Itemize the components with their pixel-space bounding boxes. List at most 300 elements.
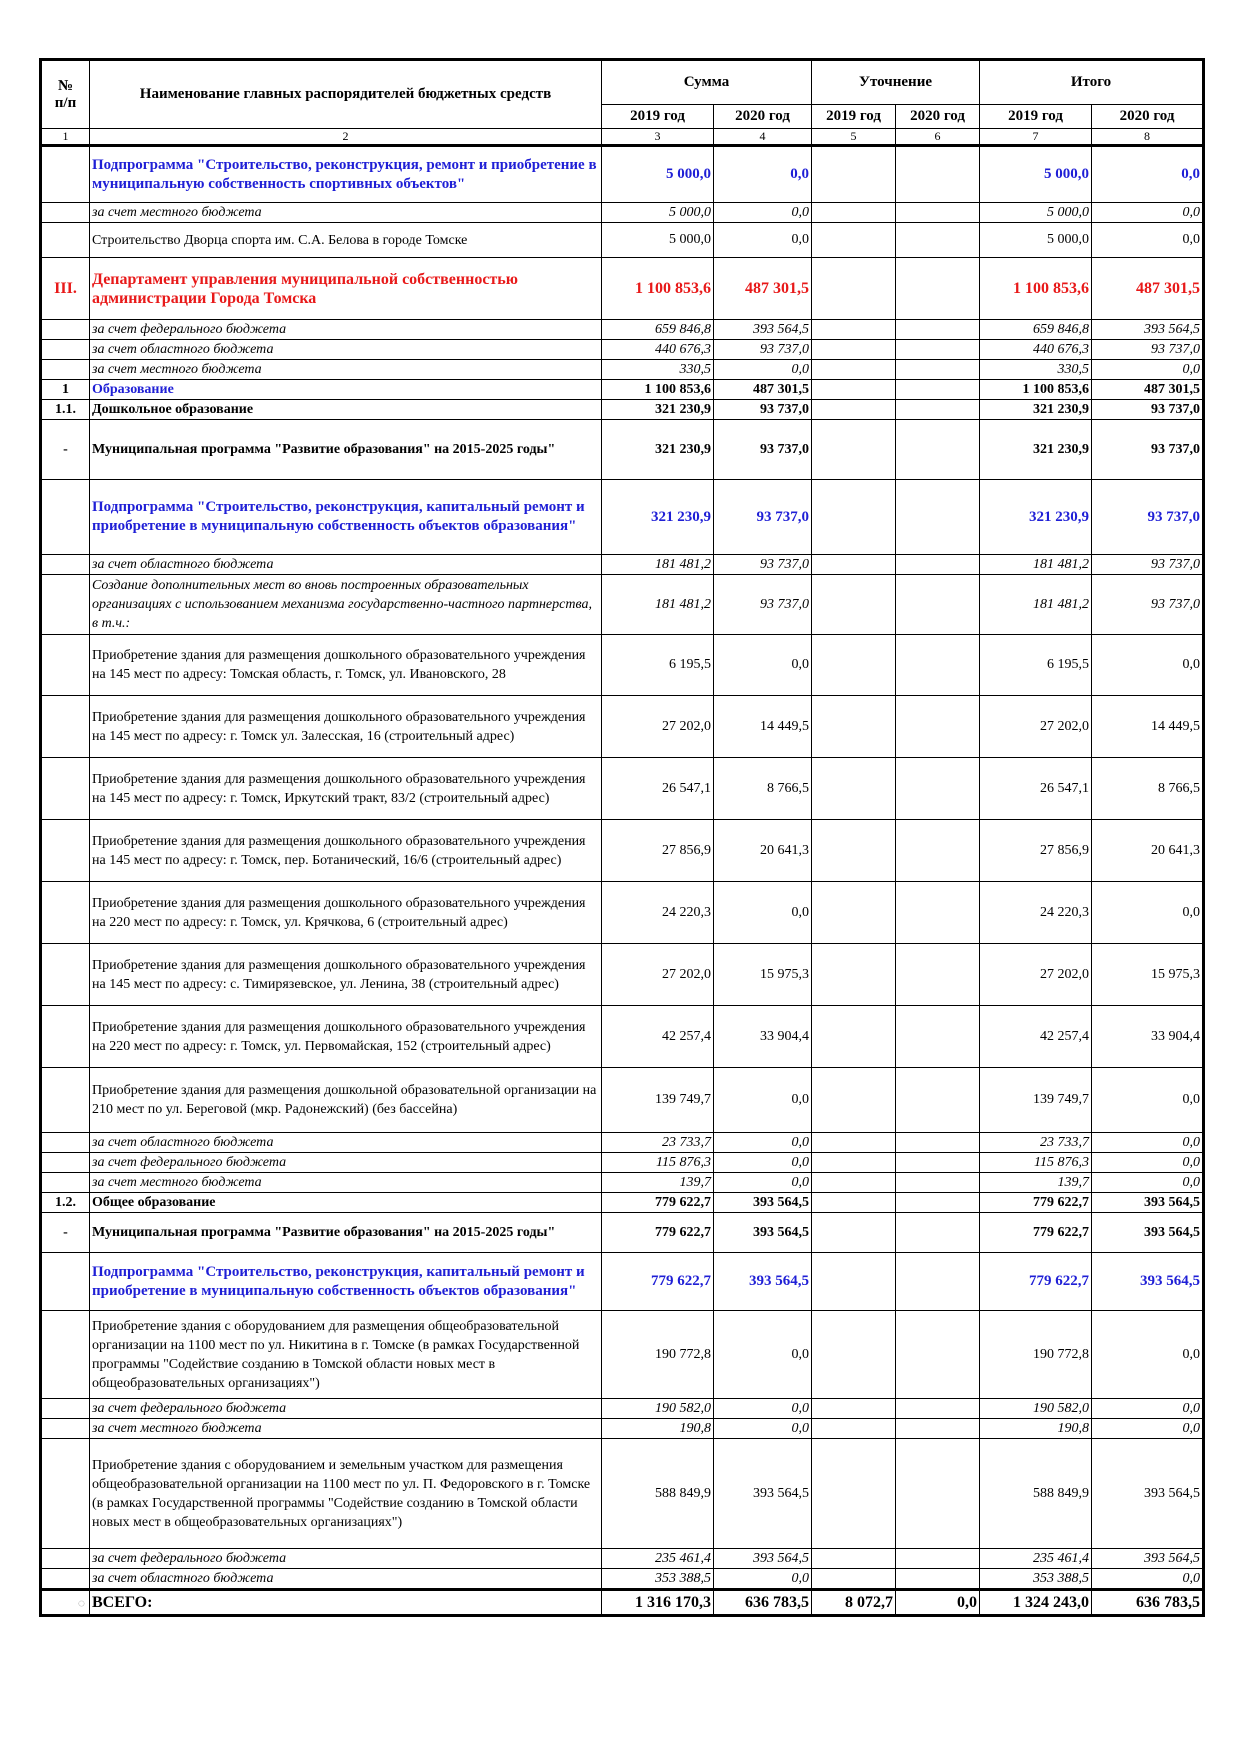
itogo-2020: 93 737,0 [1092,340,1204,360]
utochnenie-2020 [896,1419,980,1439]
row-name: Департамент управления муниципальной собственностью администрации Города Томска [90,258,602,320]
itogo-2019: 115 876,3 [980,1153,1092,1173]
table-row [41,480,1204,555]
row-name: за счет федерального бюджета [90,1549,602,1569]
summa-2019: 321 230,9 [602,400,714,420]
row-name: Общее образование [90,1193,602,1213]
table-row [41,1399,1204,1419]
utochnenie-2019 [812,1549,896,1569]
row-number [41,1153,90,1173]
utochnenie-2019 [812,944,896,1006]
itogo-2020: 487 301,5 [1092,258,1204,320]
row-number [41,1173,90,1193]
summa-2019: 181 481,2 [602,555,714,575]
itogo-2019: 27 202,0 [980,696,1092,758]
row-number [41,635,90,696]
itogo-2020: 0,0 [1092,1399,1204,1419]
row-name: Приобретение здания для размещения дошкольного образовательного учреждения на 145 мест по адресу: г. Томск, пер. Ботанический, 16/6 (строительный адрес) [90,820,602,882]
total-itogo-2020: 636 783,5 [1092,1590,1204,1616]
utochnenie-2020 [896,258,980,320]
utochnenie-2019 [812,696,896,758]
summa-2019: 321 230,9 [602,420,714,480]
row-name: за счет местного бюджета [90,360,602,380]
itogo-2019: 5 000,0 [980,203,1092,223]
column-number: 8 [1092,129,1204,146]
itogo-2019: 235 461,4 [980,1549,1092,1569]
summa-2019: 779 622,7 [602,1213,714,1253]
utochnenie-2019 [812,320,896,340]
row-number [41,944,90,1006]
itogo-2020: 15 975,3 [1092,944,1204,1006]
row-name: Приобретение здания для размещения дошкольного образовательного учреждения на 145 мест по адресу: с. Тимирязевское, ул. Ленина, 38 (строительный адрес) [90,944,602,1006]
utochnenie-2020 [896,360,980,380]
row-name: Приобретение здания для размещения дошкольного образовательного учреждения на 145 мест по адресу: г. Томск ул. Залесская, 16 (строительный адрес) [90,696,602,758]
itogo-2020: 0,0 [1092,1153,1204,1173]
summa-2019: 659 846,8 [602,320,714,340]
itogo-2020: 0,0 [1092,360,1204,380]
summa-2019: 440 676,3 [602,340,714,360]
itogo-2020: 93 737,0 [1092,420,1204,480]
summa-2020: 0,0 [714,1399,812,1419]
utochnenie-2019 [812,1068,896,1133]
utochnenie-2020 [896,882,980,944]
total-num-cell [41,1590,90,1616]
itogo-2020: 93 737,0 [1092,400,1204,420]
summa-2020: 8 766,5 [714,758,812,820]
summa-2019: 115 876,3 [602,1153,714,1173]
row-name: Подпрограмма "Строительство, реконструкция, капитальный ремонт и приобретение в муниципальную собственность объектов образования" [90,480,602,555]
utochnenie-2019 [812,380,896,400]
summa-2020: 0,0 [714,635,812,696]
utochnenie-2019 [812,400,896,420]
summa-2019: 27 202,0 [602,944,714,1006]
utochnenie-2019 [812,758,896,820]
summa-2020: 487 301,5 [714,380,812,400]
summa-2019: 27 202,0 [602,696,714,758]
itogo-2019: 659 846,8 [980,320,1092,340]
itogo-2020: 0,0 [1092,1419,1204,1439]
column-number: 2 [90,129,602,146]
utochnenie-2020 [896,340,980,360]
row-name: Строительство Дворца спорта им. С.А. Белова в городе Томске [90,223,602,258]
utochnenie-2019 [812,555,896,575]
itogo-2020: 0,0 [1092,146,1204,203]
table-row [41,1419,1204,1439]
itogo-2020: 393 564,5 [1092,1213,1204,1253]
itogo-2019: 321 230,9 [980,480,1092,555]
row-number [41,820,90,882]
utochnenie-2020 [896,380,980,400]
row-number: 1 [41,380,90,400]
summa-2020: 0,0 [714,360,812,380]
column-number: 5 [812,129,896,146]
table-row [41,635,1204,696]
itogo-2020: 0,0 [1092,1133,1204,1153]
utochnenie-2020 [896,1193,980,1213]
utochnenie-2020 [896,203,980,223]
itogo-2020: 0,0 [1092,882,1204,944]
table-row [41,944,1204,1006]
table-row [41,1153,1204,1173]
summa-2019: 1 100 853,6 [602,258,714,320]
row-name: Муниципальная программа "Развитие образования" на 2015-2025 годы" [90,1213,602,1253]
summa-2020: 33 904,4 [714,1006,812,1068]
utochnenie-2019 [812,1153,896,1173]
utochnenie-2019 [812,1133,896,1153]
row-name: за счет областного бюджета [90,340,602,360]
row-number [41,203,90,223]
row-number [41,1439,90,1549]
utochnenie-2019 [812,1419,896,1439]
table-row [41,555,1204,575]
itogo-2020: 393 564,5 [1092,1549,1204,1569]
itogo-2019: 24 220,3 [980,882,1092,944]
row-name: Приобретение здания для размещения дошкольного образовательного учреждения на 145 мест по адресу: г. Томск, Иркутский тракт, 83/2 (строительный адрес) [90,758,602,820]
summa-2020: 393 564,5 [714,1253,812,1311]
total-summa-2019: 1 316 170,3 [602,1590,714,1616]
table-row [41,696,1204,758]
table-row [41,1193,1204,1213]
row-number [41,1006,90,1068]
itogo-2019: 1 100 853,6 [980,380,1092,400]
utochnenie-2019 [812,146,896,203]
table-row [41,380,1204,400]
utochnenie-2020 [896,944,980,1006]
summa-2020: 0,0 [714,1311,812,1399]
utochnenie-2019 [812,1213,896,1253]
table-row [41,1006,1204,1068]
summa-2019: 5 000,0 [602,146,714,203]
summa-2019: 779 622,7 [602,1253,714,1311]
summa-2020: 0,0 [714,1173,812,1193]
itogo-2019: 139,7 [980,1173,1092,1193]
header-num: № п/п [41,60,90,129]
table-row [41,146,1204,203]
summa-2020: 93 737,0 [714,555,812,575]
header-summa-2019: 2019 год [602,105,714,129]
utochnenie-2019 [812,1399,896,1419]
header-itogo-2019: 2019 год [980,105,1092,129]
utochnenie-2019 [812,1193,896,1213]
row-number [41,575,90,635]
row-number [41,1549,90,1569]
row-number [41,146,90,203]
summa-2019: 330,5 [602,360,714,380]
table-row [41,1173,1204,1193]
itogo-2020: 0,0 [1092,1569,1204,1590]
row-number [41,223,90,258]
row-name: за счет федерального бюджета [90,1399,602,1419]
summa-2019: 588 849,9 [602,1439,714,1549]
header-itogo-2020: 2020 год [1092,105,1204,129]
circle-glyph-icon: ◌ [77,1595,85,1610]
itogo-2020: 14 449,5 [1092,696,1204,758]
utochnenie-2020 [896,820,980,882]
table-row [41,1213,1204,1253]
row-name: Приобретение здания для размещения дошкольного образовательного учреждения на 220 мест по адресу: г. Томск, ул. Первомайская, 152 (строительный адрес) [90,1006,602,1068]
utochnenie-2020 [896,1311,980,1399]
budget-table [39,58,1205,1617]
row-number [41,1253,90,1311]
header-summa: Сумма [602,60,812,105]
itogo-2019: 190,8 [980,1419,1092,1439]
itogo-2019: 588 849,9 [980,1439,1092,1549]
utochnenie-2019 [812,1439,896,1549]
row-number [41,480,90,555]
total-label: ВСЕГО: [90,1590,602,1616]
table-row [41,1439,1204,1549]
summa-2019: 27 856,9 [602,820,714,882]
itogo-2019: 353 388,5 [980,1569,1092,1590]
table-row [41,320,1204,340]
itogo-2019: 139 749,7 [980,1068,1092,1133]
utochnenie-2019 [812,203,896,223]
itogo-2020: 0,0 [1092,223,1204,258]
row-name: Приобретение здания для размещения дошкольной образовательной организации на 210 мест по ул. Береговой (мкр. Радонежский) (без бассейна) [90,1068,602,1133]
summa-2019: 181 481,2 [602,575,714,635]
itogo-2020: 0,0 [1092,1311,1204,1399]
itogo-2020: 93 737,0 [1092,480,1204,555]
row-name: за счет местного бюджета [90,1419,602,1439]
table-row [41,1311,1204,1399]
summa-2019: 6 195,5 [602,635,714,696]
row-name: Приобретение здания для размещения дошкольного образовательного учреждения на 220 мест по адресу: г. Томск, ул. Крячкова, 6 (строительный адрес) [90,882,602,944]
utochnenie-2020 [896,555,980,575]
utochnenie-2019 [812,1173,896,1193]
itogo-2019: 190 582,0 [980,1399,1092,1419]
header-summa-2020: 2020 год [714,105,812,129]
utochnenie-2020 [896,1133,980,1153]
table-row [41,258,1204,320]
row-number [41,555,90,575]
table-row [41,1068,1204,1133]
utochnenie-2020 [896,420,980,480]
summa-2019: 26 547,1 [602,758,714,820]
total-itogo-2019: 1 324 243,0 [980,1590,1092,1616]
row-name: за счет областного бюджета [90,1569,602,1590]
itogo-2020: 393 564,5 [1092,1193,1204,1213]
summa-2019: 235 461,4 [602,1549,714,1569]
utochnenie-2020 [896,1439,980,1549]
column-number: 4 [714,129,812,146]
row-name: за счет областного бюджета [90,1133,602,1153]
row-name: Дошкольное образование [90,400,602,420]
utochnenie-2020 [896,1173,980,1193]
itogo-2019: 27 202,0 [980,944,1092,1006]
table-row [41,223,1204,258]
row-number [41,1133,90,1153]
utochnenie-2019 [812,480,896,555]
utochnenie-2019 [812,258,896,320]
itogo-2019: 5 000,0 [980,146,1092,203]
summa-2020: 0,0 [714,203,812,223]
table-row [41,1133,1204,1153]
header-name: Наименование главных распорядителей бюджетных средств [90,60,602,129]
utochnenie-2020 [896,758,980,820]
row-name: Подпрограмма "Строительство, реконструкция, ремонт и приобретение в муниципальную собственность спортивных объектов" [90,146,602,203]
summa-2020: 393 564,5 [714,1213,812,1253]
utochnenie-2020 [896,1006,980,1068]
row-number [41,360,90,380]
row-number [41,1569,90,1590]
row-number: 1.2. [41,1193,90,1213]
total-summa-2020: 636 783,5 [714,1590,812,1616]
table-row [41,340,1204,360]
itogo-2020: 93 737,0 [1092,555,1204,575]
row-name: Образование [90,380,602,400]
utochnenie-2020 [896,1549,980,1569]
summa-2020: 20 641,3 [714,820,812,882]
itogo-2020: 20 641,3 [1092,820,1204,882]
table-row [41,882,1204,944]
utochnenie-2019 [812,360,896,380]
utochnenie-2020 [896,1569,980,1590]
row-name: Приобретение здания с оборудованием и земельным участком для размещения общеобразовательной организации на 1100 мест по ул. П. Федоровского в г. Томске (в рамках Государственной программы "Содействие созданию в Томской области новых мест в общеобразовательных организациях") [90,1439,602,1549]
utochnenie-2020 [896,320,980,340]
summa-2019: 24 220,3 [602,882,714,944]
itogo-2019: 321 230,9 [980,400,1092,420]
utochnenie-2019 [812,1311,896,1399]
row-name: Создание дополнительных мест во вновь построенных образовательных организациях с использованием механизма государственно-частного партнерства, в т.ч.: [90,575,602,635]
summa-2020: 93 737,0 [714,575,812,635]
itogo-2020: 93 737,0 [1092,575,1204,635]
column-number: 3 [602,129,714,146]
utochnenie-2020 [896,146,980,203]
header-utochnenie: Уточнение [812,60,980,105]
row-number [41,1311,90,1399]
itogo-2019: 779 622,7 [980,1213,1092,1253]
utochnenie-2019 [812,223,896,258]
utochnenie-2020 [896,1213,980,1253]
row-name: за счет областного бюджета [90,555,602,575]
column-number: 6 [896,129,980,146]
summa-2019: 23 733,7 [602,1133,714,1153]
summa-2020: 0,0 [714,1153,812,1173]
row-number [41,1419,90,1439]
itogo-2020: 0,0 [1092,203,1204,223]
summa-2019: 139 749,7 [602,1068,714,1133]
utochnenie-2020 [896,1068,980,1133]
row-number [41,882,90,944]
itogo-2019: 440 676,3 [980,340,1092,360]
summa-2020: 93 737,0 [714,420,812,480]
row-number [41,1399,90,1419]
utochnenie-2020 [896,696,980,758]
summa-2020: 393 564,5 [714,1193,812,1213]
utochnenie-2019 [812,1006,896,1068]
utochnenie-2019 [812,420,896,480]
row-name: Приобретение здания для размещения дошкольного образовательного учреждения на 145 мест по адресу: Томская область, г. Томск, ул. Ивановского, 28 [90,635,602,696]
itogo-2019: 27 856,9 [980,820,1092,882]
row-number: 1.1. [41,400,90,420]
utochnenie-2020 [896,1153,980,1173]
itogo-2020: 0,0 [1092,1173,1204,1193]
summa-2019: 139,7 [602,1173,714,1193]
itogo-2019: 181 481,2 [980,575,1092,635]
summa-2020: 93 737,0 [714,480,812,555]
itogo-2019: 1 100 853,6 [980,258,1092,320]
utochnenie-2019 [812,635,896,696]
itogo-2020: 0,0 [1092,1068,1204,1133]
summa-2020: 393 564,5 [714,320,812,340]
row-number [41,320,90,340]
itogo-2020: 393 564,5 [1092,1439,1204,1549]
itogo-2020: 393 564,5 [1092,1253,1204,1311]
row-name: за счет федерального бюджета [90,320,602,340]
table-row [41,1569,1204,1590]
utochnenie-2020 [896,480,980,555]
header-itogo: Итого [980,60,1204,105]
summa-2019: 1 100 853,6 [602,380,714,400]
summa-2019: 5 000,0 [602,223,714,258]
header-utochnenie-2019: 2019 год [812,105,896,129]
summa-2019: 353 388,5 [602,1569,714,1590]
summa-2020: 487 301,5 [714,258,812,320]
table-row [41,360,1204,380]
utochnenie-2019 [812,820,896,882]
itogo-2019: 26 547,1 [980,758,1092,820]
column-number: 1 [41,129,90,146]
summa-2019: 42 257,4 [602,1006,714,1068]
summa-2020: 0,0 [714,1133,812,1153]
summa-2019: 190 772,8 [602,1311,714,1399]
utochnenie-2019 [812,340,896,360]
summa-2020: 0,0 [714,1419,812,1439]
utochnenie-2020 [896,223,980,258]
summa-2020: 0,0 [714,223,812,258]
row-number: III. [41,258,90,320]
row-number [41,696,90,758]
row-name: Муниципальная программа "Развитие образования" на 2015-2025 годы" [90,420,602,480]
itogo-2019: 779 622,7 [980,1193,1092,1213]
summa-2020: 0,0 [714,146,812,203]
row-number: - [41,1213,90,1253]
table-row [41,420,1204,480]
itogo-2019: 330,5 [980,360,1092,380]
utochnenie-2019 [812,575,896,635]
itogo-2020: 487 301,5 [1092,380,1204,400]
utochnenie-2020 [896,1399,980,1419]
header-utochnenie-2020: 2020 год [896,105,980,129]
itogo-2019: 5 000,0 [980,223,1092,258]
table-row [41,400,1204,420]
itogo-2020: 33 904,4 [1092,1006,1204,1068]
row-name: Подпрограмма "Строительство, реконструкция, капитальный ремонт и приобретение в муниципальную собственность объектов образования" [90,1253,602,1311]
table-row [41,1253,1204,1311]
summa-2019: 190 582,0 [602,1399,714,1419]
summa-2019: 5 000,0 [602,203,714,223]
row-name: за счет федерального бюджета [90,1153,602,1173]
summa-2020: 93 737,0 [714,400,812,420]
utochnenie-2020 [896,575,980,635]
itogo-2020: 8 766,5 [1092,758,1204,820]
table-row [41,1549,1204,1569]
utochnenie-2020 [896,635,980,696]
utochnenie-2020 [896,1253,980,1311]
column-number: 7 [980,129,1092,146]
utochnenie-2019 [812,882,896,944]
summa-2020: 0,0 [714,1569,812,1590]
itogo-2019: 6 195,5 [980,635,1092,696]
summa-2019: 190,8 [602,1419,714,1439]
row-name: Приобретение здания с оборудованием для размещения общеобразовательной организации на 1100 мест по ул. Никитина в г. Томске (в рамках Государственной программы "Содействие созданию в Томской области новых мест в общеобразовательных организациях") [90,1311,602,1399]
summa-2020: 393 564,5 [714,1549,812,1569]
summa-2020: 14 449,5 [714,696,812,758]
itogo-2019: 779 622,7 [980,1253,1092,1311]
itogo-2020: 0,0 [1092,635,1204,696]
utochnenie-2019 [812,1569,896,1590]
table-row [41,575,1204,635]
